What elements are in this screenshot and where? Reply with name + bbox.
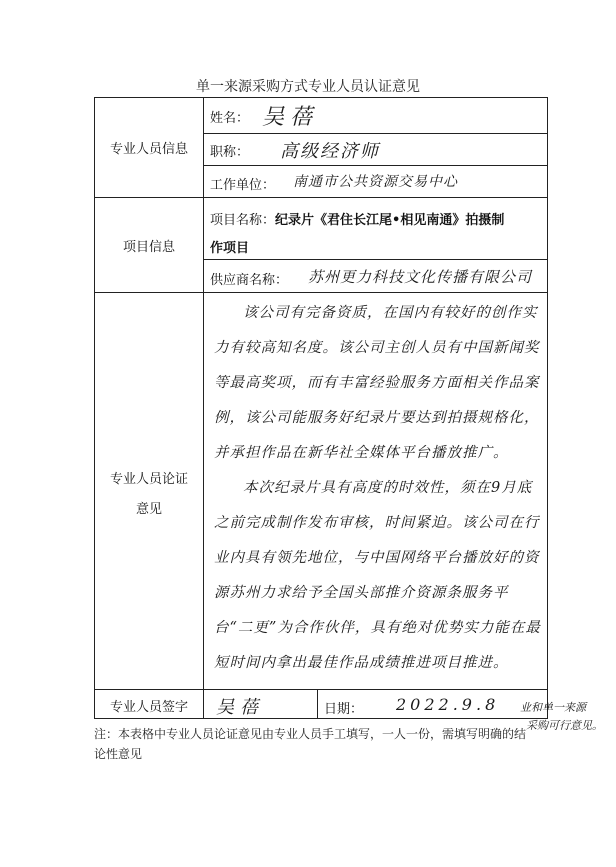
- job-title-label: 职称：: [210, 145, 250, 160]
- work-unit-value: 南通市公共资源交易中心: [293, 174, 458, 190]
- row-divider: [203, 259, 548, 260]
- opinion-paragraph-2: 本次纪录片具有高度的时效性，须在9月底之前完成制作发布审核，时间紧迫。该公司在行业内具有领先地位，与中国网络平台播放好的资源苏州力求给予全国头部推介资源条服务平台“二更”为合作伙伴，具有绝对优势实力能在最短时间内拿出最佳作品成绩推进项目推进。: [214, 480, 541, 671]
- job-title-value: 高级经济师: [280, 141, 380, 162]
- table-top-border: [94, 97, 548, 98]
- table-right-border: [547, 97, 548, 718]
- supplier-value: 苏州更力科技文化传播有限公司: [308, 268, 533, 286]
- opinion-label-line1: 专业人员论证: [109, 472, 188, 487]
- project-info-label: 项目信息: [122, 240, 175, 255]
- section-divider: [94, 197, 548, 198]
- opinion-overflow-line2: 采购可行意见。: [526, 719, 603, 732]
- name-label: 姓名：: [210, 111, 250, 126]
- footnote: 注：本表格中专业人员论证意见由专业人员手工填写，一人一份，需填写明确的结论性意见: [94, 727, 527, 761]
- section-divider: [94, 292, 548, 293]
- date-value: 2022.9.8: [396, 695, 500, 714]
- project-name-label-text: 项目名称：: [210, 213, 276, 228]
- project-name-line1: 纪录片《君住长江尾•相见南通》拍摄制: [275, 213, 505, 228]
- section-divider: [94, 689, 548, 690]
- supplier-label: 供应商名称：: [210, 273, 289, 288]
- opinion-handwriting: [214, 296, 544, 681]
- label-column-divider: [203, 97, 204, 718]
- work-unit-label: 工作单位：: [210, 178, 276, 193]
- project-name-line2: 作项目: [210, 241, 250, 256]
- signature-value: 吴蓓: [216, 697, 264, 718]
- document-title: 单一来源采购方式专业人员认证意见: [196, 79, 420, 95]
- opinion-overflow-line1: 业和单一来源: [520, 701, 586, 714]
- opinion-paragraph-1: 该公司有完备资质，在国内有较好的创作实力有较高知名度。该公司主创人员有中国新闻奖等最高奖项，而有丰富经验服务方面相关作品案例，该公司能服务好纪录片要达到拍摄规格化，并承担作品在新华社全媒体平台播放推广。: [214, 305, 540, 461]
- signature-label: 专业人员签字: [109, 700, 188, 715]
- table-bottom-border: [94, 718, 548, 719]
- personal-info-label: 专业人员信息: [109, 142, 188, 157]
- name-value: 吴蓓: [262, 105, 319, 130]
- opinion-label-line2: 意见: [135, 502, 162, 517]
- date-divider: [317, 689, 318, 718]
- date-label: 日期：: [324, 702, 364, 717]
- table-left-border: [94, 97, 95, 718]
- project-name-label: [210, 209, 504, 228]
- row-divider: [203, 165, 548, 166]
- row-divider: [203, 133, 548, 134]
